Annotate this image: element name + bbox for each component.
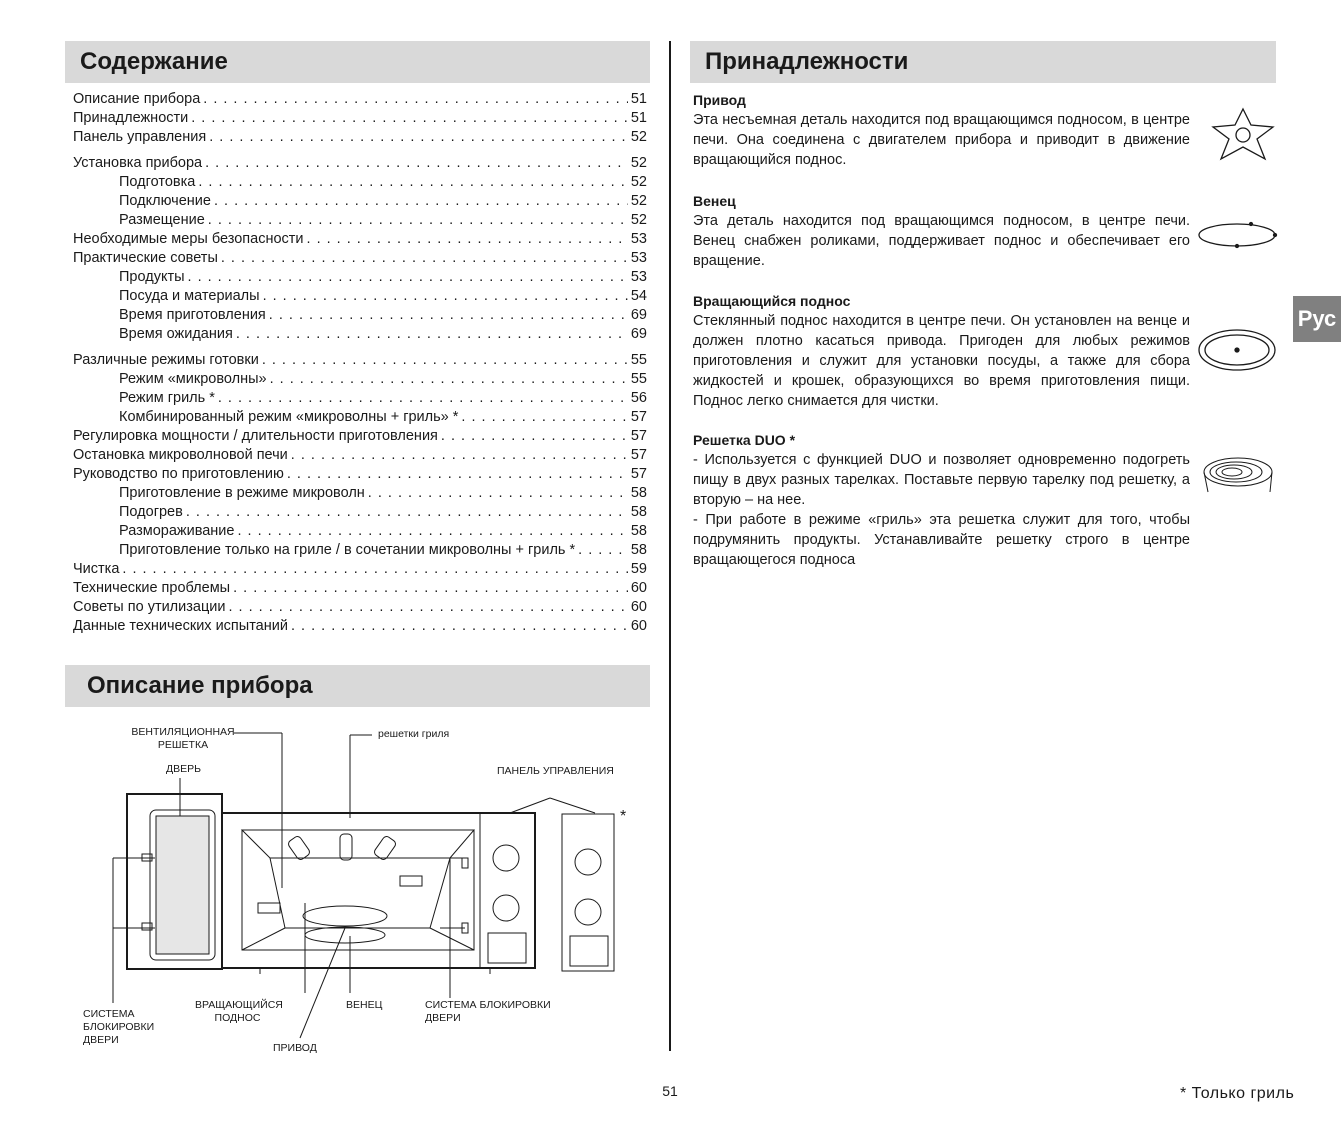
toc-row[interactable]: Установка прибора . . . 52 bbox=[73, 154, 647, 173]
turntable-label: ВРАЩАЮЩИЙСЯ ПОДНОС bbox=[195, 999, 283, 1024]
grill-label: решетки гриля bbox=[378, 728, 450, 740]
accessory-text: Эта несъемная деталь находится под вращающимся подносом, в центре печи. Она соединена с двигателем прибора и приводит в движение вращающийся поднос. bbox=[693, 112, 1190, 168]
toc-row[interactable]: Режим «микроволны» . . . 55 bbox=[73, 370, 647, 389]
accessory-duo-rack bbox=[693, 430, 1190, 570]
accessory-turntable bbox=[693, 291, 1190, 411]
toc-row[interactable]: Посуда и материалы . . . 54 bbox=[73, 287, 647, 306]
footnote: * Только гриль bbox=[1180, 1085, 1295, 1102]
drive-coupler-icon bbox=[1207, 105, 1279, 165]
vent-label: ВЕНТИЛЯЦИОННАЯ РЕШЕТКА bbox=[131, 726, 235, 751]
accessory-drive bbox=[693, 90, 1190, 170]
language-tab-label: Рус bbox=[1297, 306, 1337, 331]
toc-row[interactable]: Принадлежности . . . 51 bbox=[73, 109, 647, 128]
roller-ring-icon bbox=[1196, 220, 1278, 250]
toc-row[interactable]: Руководство по приготовлению . . . 57 bbox=[73, 465, 647, 484]
toc-row[interactable]: Регулировка мощности / длительности приготовления . . . 57 bbox=[73, 427, 647, 446]
toc-row[interactable]: Приготовление в режиме микроволн . . . 58 bbox=[73, 484, 647, 503]
toc-row[interactable]: Чистка . . . 59 bbox=[73, 560, 647, 579]
toc-row[interactable]: Подготовка . . . 52 bbox=[73, 173, 647, 192]
toc-row[interactable]: Остановка микроволновой печи . . . 57 bbox=[73, 446, 647, 465]
toc-row[interactable]: Панель управления . . . 52 bbox=[73, 128, 647, 147]
accessory-title: Привод bbox=[693, 92, 746, 108]
accessory-text: - Используется с функцией DUO и позволяет одновременно подогреть пищу в двух разных тарелках. Поставьте первую тарелку под решетку, а вторую – на нее. bbox=[693, 452, 1190, 508]
accessory-title: Решетка DUO * bbox=[693, 432, 796, 448]
table-of-contents bbox=[73, 90, 647, 636]
toc-row[interactable]: Комбинированный режим «микроволны + гриль» * . . . 57 bbox=[73, 408, 647, 427]
toc-row[interactable]: Режим гриль * . . . 56 bbox=[73, 389, 647, 408]
toc-title: Содержание bbox=[80, 48, 228, 75]
toc-row[interactable]: Подключение . . . 52 bbox=[73, 192, 647, 211]
toc-row[interactable]: Время ожидания . . . 69 bbox=[73, 325, 647, 344]
accessory-text: - При работе в режиме «гриль» эта решетка служит для того, чтобы подрумянить продукты. Устанавливайте решетку строго в центре вращающегося подноса bbox=[693, 512, 1190, 568]
accessory-text: Стеклянный поднос находится в центре печи. Он установлен на венце и должен плотно касаться привода. Пригоден для любых режимов приготовления и служит для установки посуды, а также для сбора жидкостей и крошек, образующихся во время приготовления пищи. Поднос легко снимается для чистки. bbox=[693, 313, 1190, 409]
drive-label: ПРИВОД bbox=[273, 1042, 317, 1054]
ring-label: ВЕНЕЦ bbox=[346, 999, 383, 1011]
panel-label: ПАНЕЛЬ УПРАВЛЕНИЯ bbox=[497, 765, 614, 777]
grill-star: * bbox=[620, 808, 627, 825]
glass-turntable-icon bbox=[1197, 328, 1277, 372]
toc-row[interactable]: Подогрев . . . 58 bbox=[73, 503, 647, 522]
accessories-title: Принадлежности bbox=[705, 48, 909, 75]
description-title: Описание прибора bbox=[87, 672, 313, 699]
page-number: 51 bbox=[662, 1083, 678, 1099]
lock-left-label: СИСТЕМА БЛОКИРОВКИ ДВЕРИ bbox=[83, 1008, 155, 1046]
accessories-header bbox=[690, 41, 1276, 83]
toc-row[interactable]: Практические советы . . . 53 bbox=[73, 249, 647, 268]
toc-header bbox=[65, 41, 650, 83]
toc-row[interactable]: Описание прибора . . . 51 bbox=[73, 90, 647, 109]
toc-row[interactable]: Технические проблемы . . . 60 bbox=[73, 579, 647, 598]
toc-row[interactable]: Различные режимы готовки . . . 55 bbox=[73, 351, 647, 370]
duo-rack-icon bbox=[1200, 450, 1280, 496]
toc-row[interactable]: Размораживание . . . 58 bbox=[73, 522, 647, 541]
toc-row[interactable]: Продукты . . . 53 bbox=[73, 268, 647, 287]
accessory-title: Венец bbox=[693, 193, 736, 209]
toc-row[interactable]: Приготовление только на гриле / в сочетании микроволны + гриль * . . . 58 bbox=[73, 541, 647, 560]
lock-right-label: СИСТЕМА БЛОКИРОВКИ ДВЕРИ bbox=[425, 999, 551, 1024]
column-divider bbox=[669, 41, 671, 1051]
accessory-title: Вращающийся поднос bbox=[693, 293, 851, 309]
accessory-ring bbox=[693, 191, 1190, 271]
toc-row[interactable]: Советы по утилизации . . . 60 bbox=[73, 598, 647, 617]
microwave-diagram bbox=[70, 718, 660, 1063]
toc-row[interactable]: Необходимые меры безопасности . . . 53 bbox=[73, 230, 647, 249]
door-label: ДВЕРЬ bbox=[166, 763, 202, 775]
language-tab[interactable] bbox=[1293, 296, 1341, 342]
toc-row[interactable]: Время приготовления . . . 69 bbox=[73, 306, 647, 325]
description-header bbox=[65, 665, 650, 707]
toc-row[interactable]: Размещение . . . 52 bbox=[73, 211, 647, 230]
toc-row[interactable]: Данные технических испытаний . . . 60 bbox=[73, 617, 647, 636]
accessory-text: Эта деталь находится под вращающимся подносом, в центре печи. Венец снабжен роликами, поддерживает поднос и обеспечивает его вращение. bbox=[693, 213, 1190, 269]
